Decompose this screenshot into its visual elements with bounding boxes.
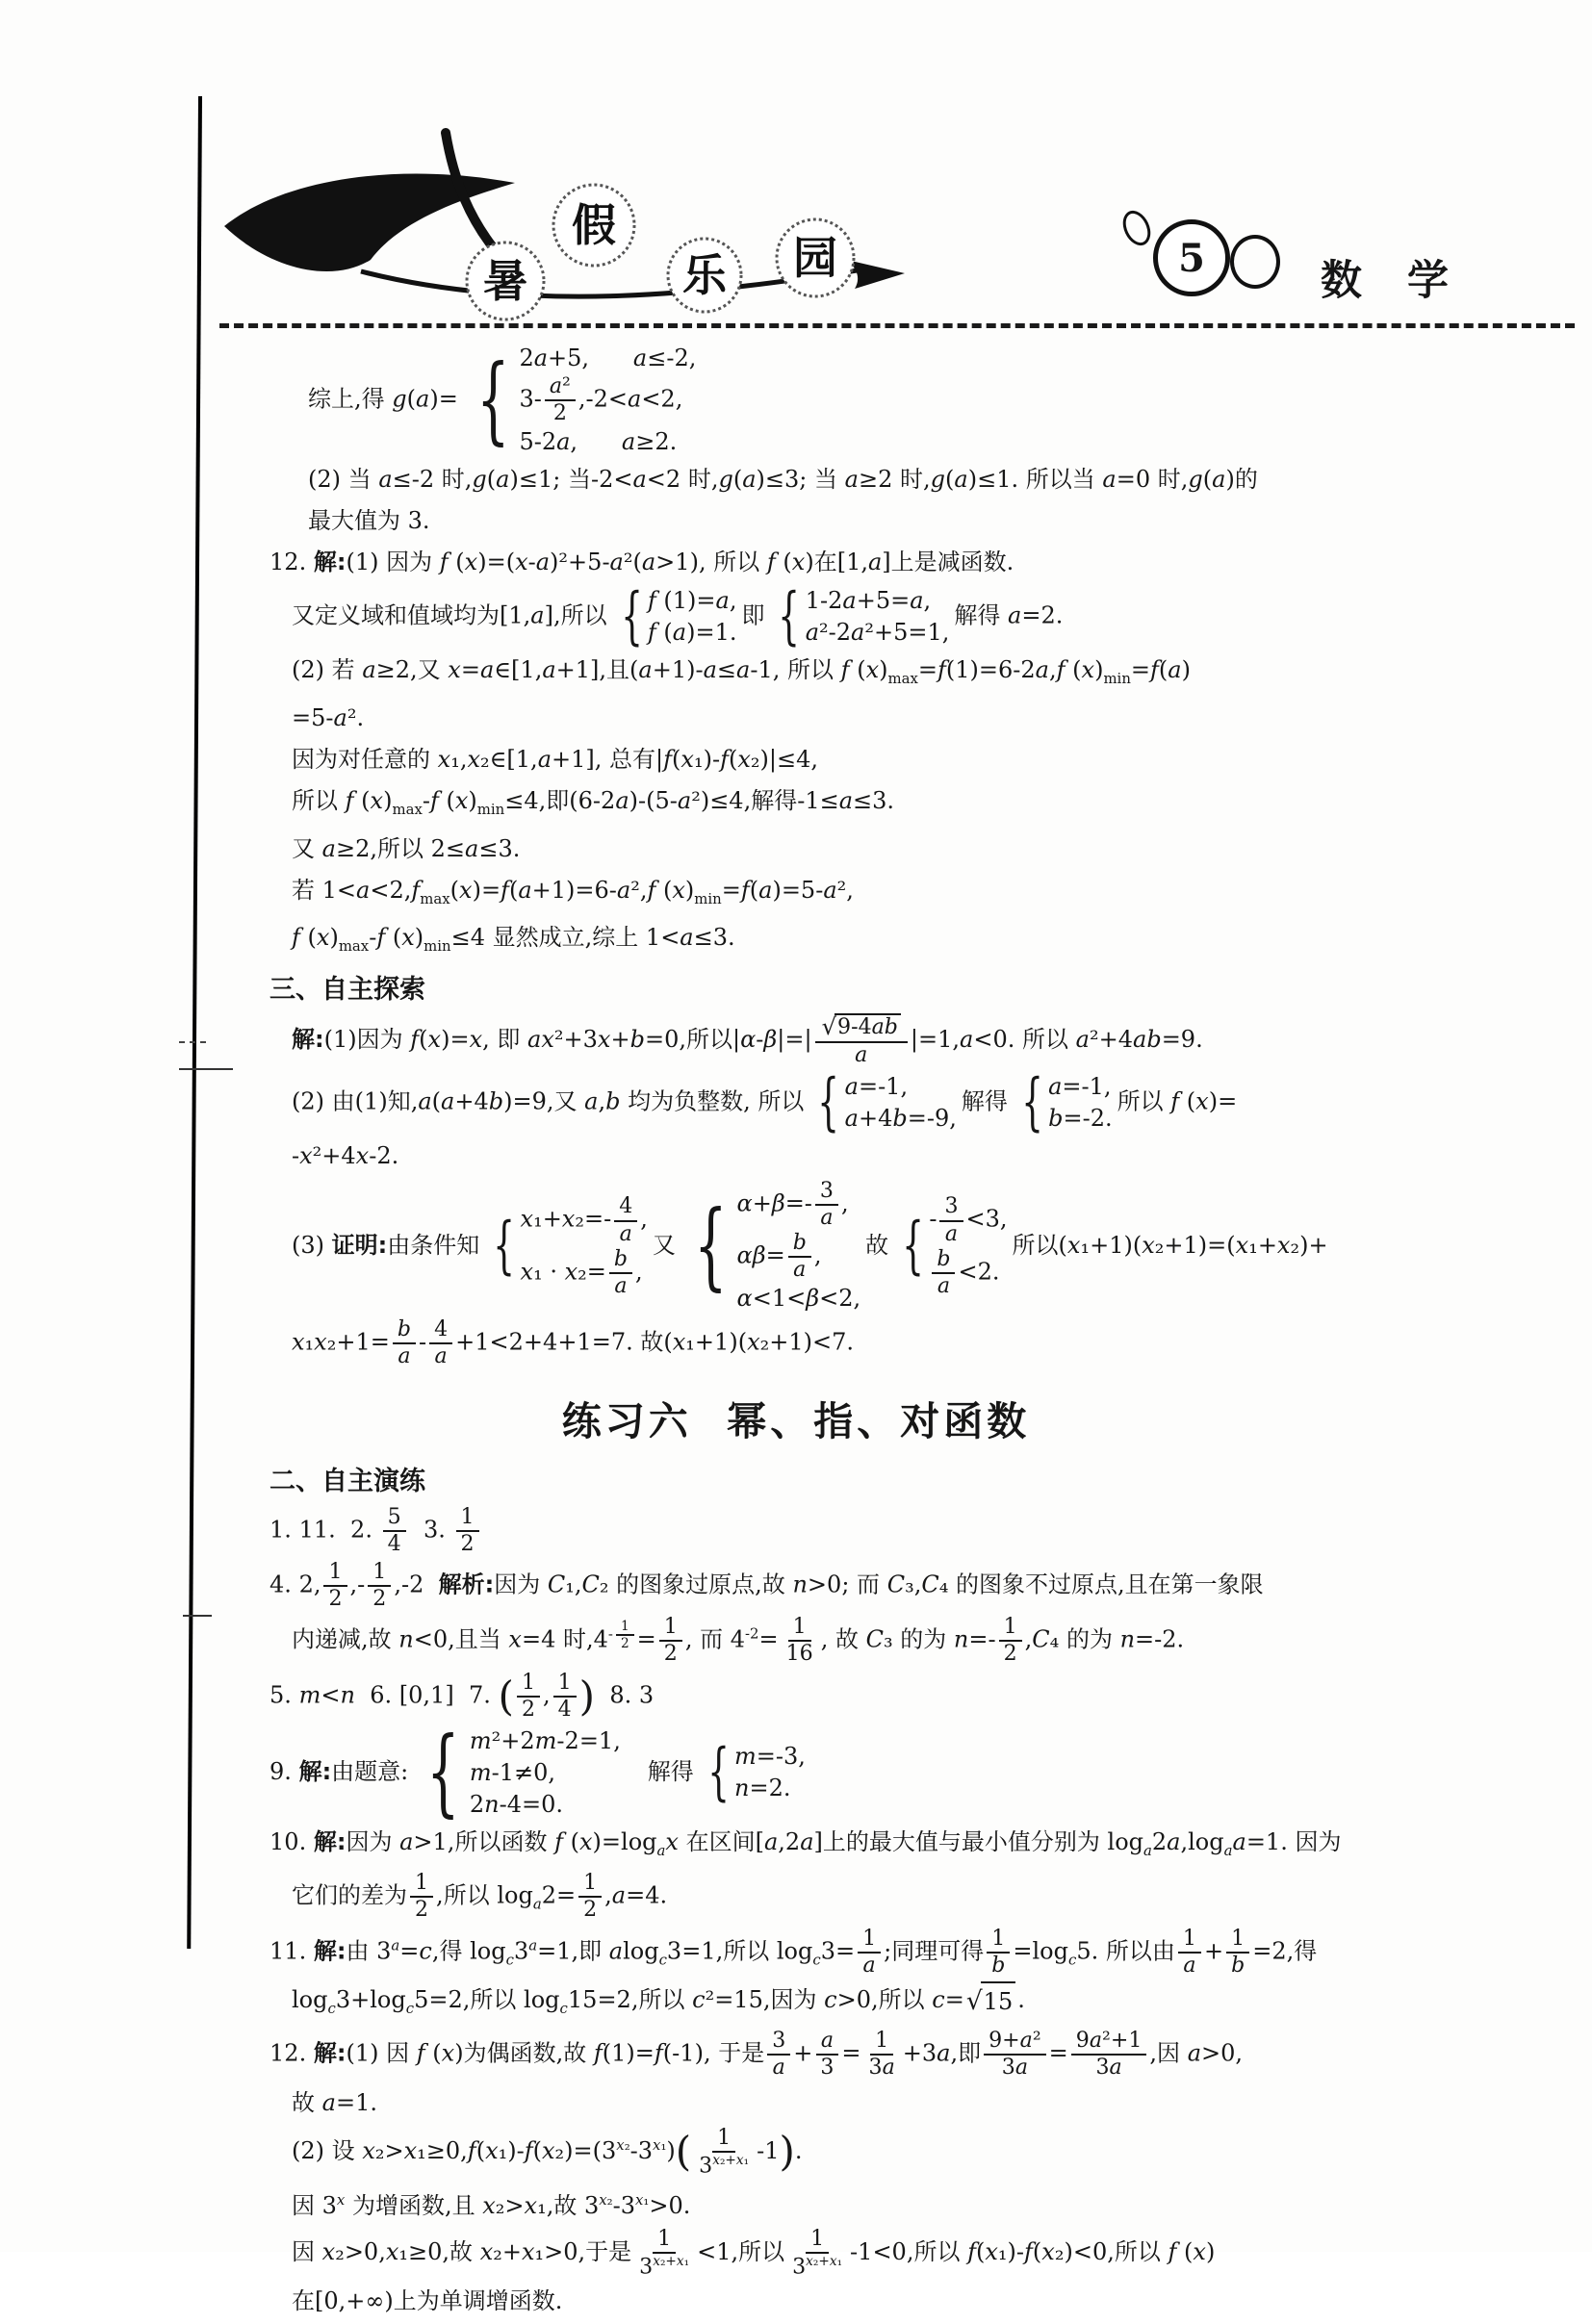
fraction: $\frac{1}{3a}$ <box>868 2029 895 2081</box>
math-line: 12. 解:(1) 因为 f (x)=(x-a)²+5-a²(a>1), 所以 f (x)在[1,a]上是减函数. <box>270 549 1014 576</box>
fraction: $\frac{b}{a}$ <box>393 1317 416 1369</box>
exercise-title: 练习六 幂、指、对函数 <box>561 1398 1031 1445</box>
math-line: 所以 f $(x)_{max}-f$ $(x)_{min}\le 4$,即(6-2a)-(5-a²)≤4,解得-1≤a≤3. <box>292 786 895 818</box>
math-line: =5-a². <box>292 703 365 731</box>
fraction: $\frac{1}{a}$ <box>1178 1927 1201 1979</box>
fraction: $\frac{1}{2}$ <box>368 1560 391 1612</box>
brace-group: { 1-2a+5=a, a²-2a²+5=1, <box>778 579 950 652</box>
math-line: 解:(1)因为 f(x)=x, 即 ax²+3x+b=0,所以|α-β|=| √ 9-4ab a |=1,a<0. 所以 a²+4ab=9. <box>292 1012 1203 1067</box>
big-paren: ( <box>498 1672 514 1720</box>
math-line: (3) 证明:由条件知 { x₁+x₂=- $\frac{4}{a}$ , x₁ · x₂= $\frac{b}{a}$ , 又 { α+β=- $\frac{3}{a}$ , αβ= $\frac{b}{a}$ , α<1<β<2, 故 { - $\frac{3}{a}$ <3, $\frac{b}{a}$ <2. 所以(x₁+1)(x₂+1)=(x₁+x₂)+ <box>292 1179 1592 1315</box>
fraction: $\frac{1}{2}$ <box>659 1615 682 1667</box>
math-line: 4. 2, $\frac{1}{2}$ ,- $\frac{1}{2}$ ,-2 解析:因为 C₁,C₂ 的图象过原点,故 n>0; 而 C₃,C₄ 的图象不过原点,且在第一象限 <box>270 1560 1264 1612</box>
fraction: $\frac{1}{4}$ <box>553 1671 577 1723</box>
math-line: 11. 解:由 $3^a=c$,得 $\log_c3^a=1$,即 alog$_c$3=1,所以 $\log_c3=$ $\frac{1}{a}$ ;同理可得 $\frac{1}{b}$ $=\log_c5$. 所以由 $\frac{1}{a}$ + $\frac{1}{b}$ =2,得 <box>270 1926 1318 1978</box>
brace-group: { α+β=- $\frac{3}{a}$ , αβ= $\frac{b}{a}$ , α<1<β<2, <box>693 1178 861 1313</box>
fraction: $\frac{3}{a}$ <box>939 1194 963 1246</box>
math-line: 因 3$^x$ 为增函数,且 x₂>x₁,故 $3^{x_2}-3^{x_1}>0$. <box>292 2190 691 2219</box>
big-paren: ( <box>675 2128 692 2176</box>
fraction: $\frac{4}{a}$ <box>429 1317 452 1369</box>
fraction: $\frac{1}{2}$ <box>456 1505 479 1557</box>
fraction: $\frac{b}{a}$ <box>788 1231 811 1283</box>
page-number-circle-icon <box>1230 235 1280 289</box>
big-paren: ) <box>779 2128 795 2176</box>
fraction: $\frac{1}{3^{x_2+x_1}}$ <box>699 2125 750 2178</box>
fraction: $\frac{3}{a}$ <box>767 2029 790 2081</box>
subject-label: 数 学 <box>1321 257 1464 305</box>
fraction: $\frac{1}{16}$ <box>785 1615 813 1667</box>
math-line: 综上,得 g(a)= { 2a+5, a≤-2, 3- $\frac{\text{a²}}{2}$ ,-2<a<2, 5-2a, a≥2. <box>308 343 1592 458</box>
math-line: 因 x₂>0,x₁≥0,故 x₂+x₁>0,于是 $\frac{1}{3^{x_2+x_1}}$ <1,所以 $\frac{1}{3^{x_2+x_1}}$ -1<0,所以 f(x₁)-f(x₂)<0,所以 f (x) <box>292 2226 1216 2280</box>
brace-group: { m²+2m-2=1, m-1≠0, 2n-4=0. <box>426 1717 621 1827</box>
logo-char: 假 <box>572 199 616 251</box>
page-number-bubble-icon <box>1117 206 1156 249</box>
math-line: 12. 解:(1) 因 f (x)为偶函数,故 f(1)=f(-1), 于是 $\frac{3}{a}$ + $\frac{a}{3}$ = $\frac{1}{3a}$ +3a,即 $\frac{\text{9+a²}}{3a}$ = $\frac{\text{9a²+1}}{3a}$ ,因 a>0, <box>270 2029 1244 2081</box>
logo-char: 暑 <box>483 255 527 307</box>
big-paren: ) <box>578 1672 596 1720</box>
brace-group: { x₁+x₂=- $\frac{4}{a}$ , x₁ · x₂= $\frac{b}{a}$ , <box>493 1194 648 1298</box>
fraction: $\frac{b}{a}$ <box>932 1247 955 1299</box>
fraction: $\frac{\text{9a²+1}}{3a}$ <box>1071 2029 1147 2081</box>
math-line: 内递减,故 n<0,且当 x=4 时$,4^{- \frac{1}{2}}$ = $\frac{1}{2}$ , 而 $4^{-2}=$ $\frac{1}{16}$ , 故 C₃ 的为 n=- $\frac{1}{2}$ ,C₄ 的为 n=-2. <box>292 1615 1185 1667</box>
math-line: 又 a≥2,所以 2≤a≤3. <box>292 834 521 862</box>
math-line: 它们的差为 $\frac{1}{2}$ ,所以 $\log_a2=$ $\frac{1}{2}$ ,a=4. <box>292 1871 668 1923</box>
math-line: 又定义域和值域均为[1,a],所以 { f (1)=a, f (a)=1. 即 { 1-2a+5=a, a²-2a²+5=1, 解得 a=2. <box>292 579 1064 652</box>
fraction: $\frac{\text{a²}}{2}$ <box>545 374 576 426</box>
math-line: x₁x₂+1= $\frac{b}{a}$ - $\frac{4}{a}$ +1<2+4+1=7. 故(x₁+1)(x₂+1)<7. <box>292 1317 855 1369</box>
fraction: $\frac{\text{9+a²}}{3a}$ <box>984 2029 1046 2081</box>
section-heading: 三、自主探索 <box>270 975 425 1006</box>
page-number: 5 <box>1178 235 1205 281</box>
math-line: 10. 解:因为 a>1,所以函数 f $(x)=\log_ax$ 在区间[a,2a]上的最大值与最小值分别为 $\log_a2a,\log_aa=1$. 因为 <box>270 1827 1342 1859</box>
fraction: $\frac{a}{3}$ <box>815 2029 838 2081</box>
math-line: 最大值为 3. <box>308 507 430 535</box>
square-root: √ 9-4ab <box>822 1013 901 1041</box>
brace-group: { a=-1, a+4b=-9, <box>817 1065 957 1138</box>
logo-char: 园 <box>793 232 837 284</box>
fraction: $\frac{b}{a}$ <box>609 1247 632 1299</box>
pen-nib-icon <box>847 260 905 289</box>
fraction: √ 9-4ab a <box>815 1013 908 1068</box>
math-line: 9. 解:由题意: { m²+2m-2=1, m-1≠0, 2n-4=0. 解得 { m=-3, n=2. <box>270 1717 806 1827</box>
fraction: $\frac{1}{3^{x_2+x_1}}$ <box>792 2226 843 2280</box>
page-number-badge <box>1153 219 1230 296</box>
math-line: f $(x)_{max}-f$ $(x)_{min}\le 4$ 显然成立,综上 1<a≤3. <box>292 924 735 956</box>
math-line: (2) 设 $x_2>x_1\ge 0,f(x_1)-f(x_2)=(3^{x_2}-3^{x_1})$( $\frac{1}{3^{x_2+x_1}}$ -1). <box>292 2125 803 2178</box>
logo-char: 乐 <box>682 249 727 301</box>
section-heading: 二、自主演练 <box>270 1467 425 1497</box>
math-line: 1. 11. 2. $\frac{5}{4}$ 3. $\frac{1}{2}$ <box>270 1505 1592 1557</box>
header-dashed-divider <box>219 323 1575 328</box>
math-line: $\log_c3+\log_c5=2$,所以 $\log_c15=2$,所以 c²=15,因为 c>0,所以 c= √ 15 . <box>292 1981 1592 2027</box>
fraction: $\frac{1}{2}$ <box>578 1871 602 1923</box>
brace-group: { - $\frac{3}{a}$ <3, $\frac{b}{a}$ <2. <box>902 1194 1008 1298</box>
math-line: (2) 当 a≤-2 时,g(a)≤1; 当-2<a<2 时,g(a)≤3; 当 a≥2 时,g(a)≤1. 所以当 a=0 时,g(a)的 <box>308 466 1258 494</box>
fraction: $\frac{1}{2}$ <box>323 1560 347 1612</box>
fraction: $\frac{1}{b}$ <box>987 1927 1010 1979</box>
content-lines <box>0 343 1592 2321</box>
math-line: 若 $1<a<2,f_{max}(x)=f(a+1)=6-a^2,f$ $(x)_{min}=f(a)=5-a^2$, <box>292 876 854 907</box>
math-line: 因为对任意的 x₁,x₂∈[1,a+1], 总有|f(x₁)-f(x₂)|≤4, <box>292 745 818 773</box>
brace-group: { m=-3, n=2. <box>707 1735 806 1808</box>
math-line: -x²+4x-2. <box>292 1141 399 1169</box>
brace-group: { 2a+5, a≤-2, 3- $\frac{\text{a²}}{2}$ ,-2<a<2, 5-2a, a≥2. <box>475 345 697 456</box>
fraction: $\frac{1}{2}$ <box>517 1671 540 1723</box>
fraction: $\frac{1}{2}$ <box>999 1615 1022 1667</box>
fraction: $\frac{1}{2}$ <box>616 1619 634 1651</box>
fraction: $\frac{1}{2}$ <box>410 1871 433 1923</box>
math-line: 故 a=1. <box>292 2088 377 2116</box>
fraction: $\frac{4}{a}$ <box>614 1194 637 1246</box>
fraction: $\frac{5}{4}$ <box>383 1505 406 1557</box>
square-root: √ 15 <box>966 1981 1015 2020</box>
fraction: $\frac{1}{a}$ <box>858 1927 881 1979</box>
brace-group: { f (1)=a, f (a)=1. <box>620 579 737 652</box>
page-body <box>0 343 1592 2324</box>
fraction: $\frac{1}{3^{x_2+x_1}}$ <box>639 2226 690 2280</box>
math-line: (2) 若 a≥2,又 x=a∈[1,a+1],且(a+1)-a≤a-1, 所以 f $(x)_{max}=f(1)=6-2a,f$ $(x)_{min}=f(a)$ <box>292 656 1191 687</box>
brace-group: { a=-1, b=-2. <box>1021 1065 1113 1138</box>
math-line: 5. m<n 6. [0,1] 7. ( $\frac{1}{2}$ , $\frac{1}{4}$ ) 8. 3 <box>270 1670 655 1722</box>
summer-fun-logo-graphic <box>217 125 919 332</box>
fraction: $\frac{1}{b}$ <box>1226 1927 1249 1979</box>
math-line: 在[0,+∞)上为单调增函数. <box>292 2287 563 2315</box>
fraction: $\frac{3}{a}$ <box>815 1179 838 1231</box>
math-line: (2) 由(1)知,a(a+4b)=9,又 a,b 均为负整数, 所以 { a=-1, a+4b=-9, 解得 { a=-1, b=-2. 所以 f (x)= <box>292 1065 1238 1138</box>
